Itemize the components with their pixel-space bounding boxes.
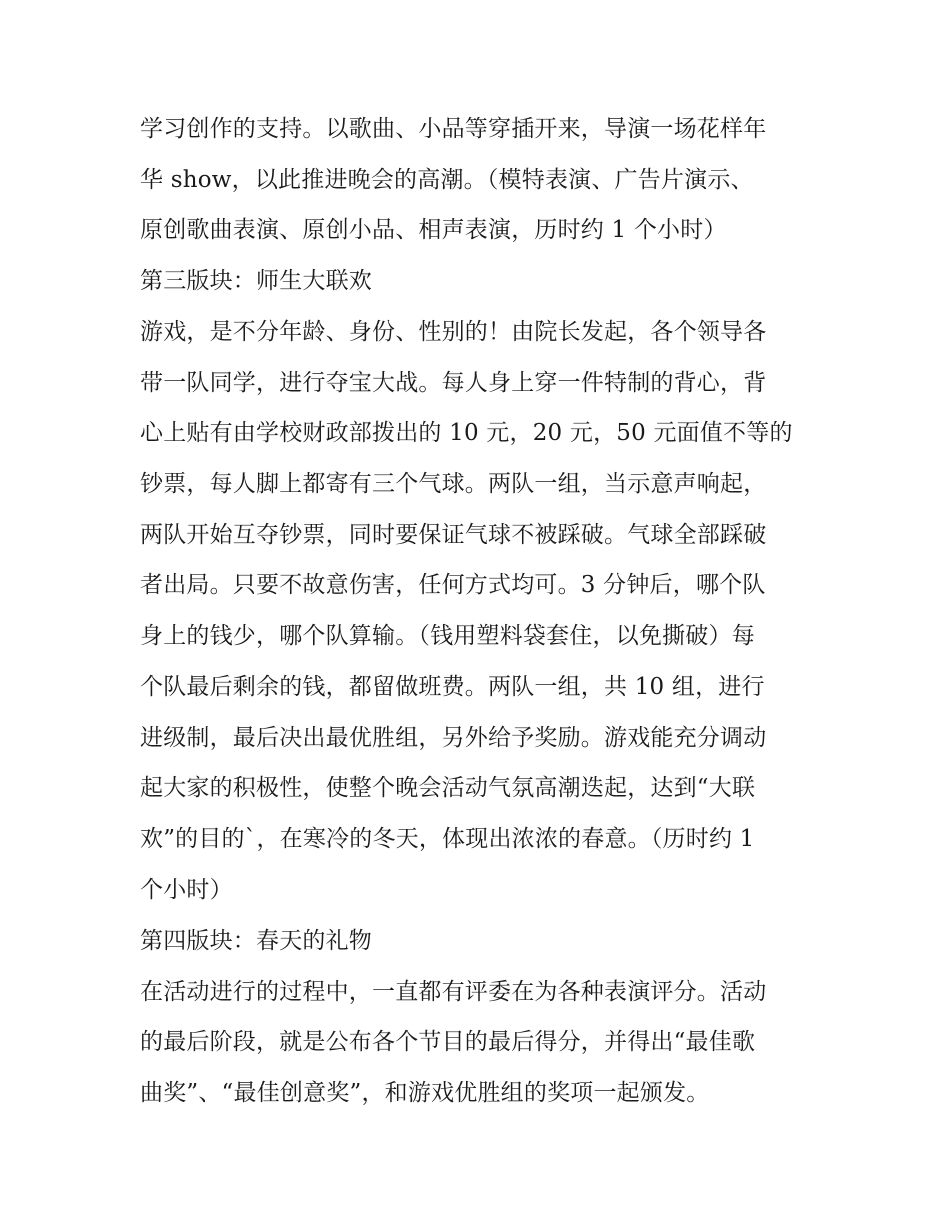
paragraph-line-18: 在活动进行的过程中，一直都有评委在为各种表演评分。活动	[140, 979, 767, 1005]
paragraph-line-8: 钞票，每人脚上都寄有三个气球。两队一组，当示意声响起，	[140, 471, 767, 497]
paragraph-line-12: 个队最后剩余的钱，都留做班费。两队一组，共 10 组，进行	[140, 674, 765, 700]
paragraph-line-1: 学习创作的支持。以歌曲、小品等穿插开来，导演一场花样年	[140, 116, 767, 142]
paragraph-line-2: 华 show，以此推进晚会的高潮。（模特表演、广告片演示、	[140, 167, 754, 193]
paragraph-line-6: 带一队同学，进行夺宝大战。每人身上穿一件特制的背心，背	[140, 370, 767, 396]
section-heading-3: 第三版块：师生大联欢	[140, 268, 372, 294]
paragraph-line-11: 身上的钱少，哪个队算输。（钱用塑料袋套住，以免撕破）每	[140, 623, 755, 649]
paragraph-line-9: 两队开始互夺钞票，同时要保证气球不被踩破。气球全部踩破	[140, 522, 767, 548]
paragraph-line-15: 欢”的目的`，在寒冷的冬天，体现出浓浓的春意。（历时约 1	[140, 826, 755, 852]
paragraph-line-3: 原创歌曲表演、原创小品、相声表演，历时约 1 个小时）	[140, 217, 727, 243]
paragraph-line-16: 个小时）	[140, 877, 233, 903]
paragraph-line-5: 游戏，是不分年龄、身份、性别的！由院长发起，各个领导各	[140, 319, 767, 345]
paragraph-line-20: 曲奖”、“最佳创意奖”，和游戏优胜组的奖项一起颁发。	[140, 1080, 710, 1106]
paragraph-line-10: 者出局。只要不故意伤害，任何方式均可。3 分钟后，哪个队	[140, 572, 766, 598]
paragraph-line-13: 进级制，最后决出最优胜组，另外给予奖励。游戏能充分调动	[140, 725, 767, 751]
paragraph-line-14: 起大家的积极性，使整个晚会活动气氛高潮迭起，达到“大联	[140, 775, 756, 801]
section-heading-4: 第四版块：春天的礼物	[140, 928, 372, 954]
paragraph-line-7: 心上贴有由学校财政部拨出的 10 元，20 元，50 元面值不等的	[140, 420, 793, 446]
paragraph-line-19: 的最后阶段，就是公布各个节目的最后得分，并得出“最佳歌	[140, 1029, 756, 1055]
